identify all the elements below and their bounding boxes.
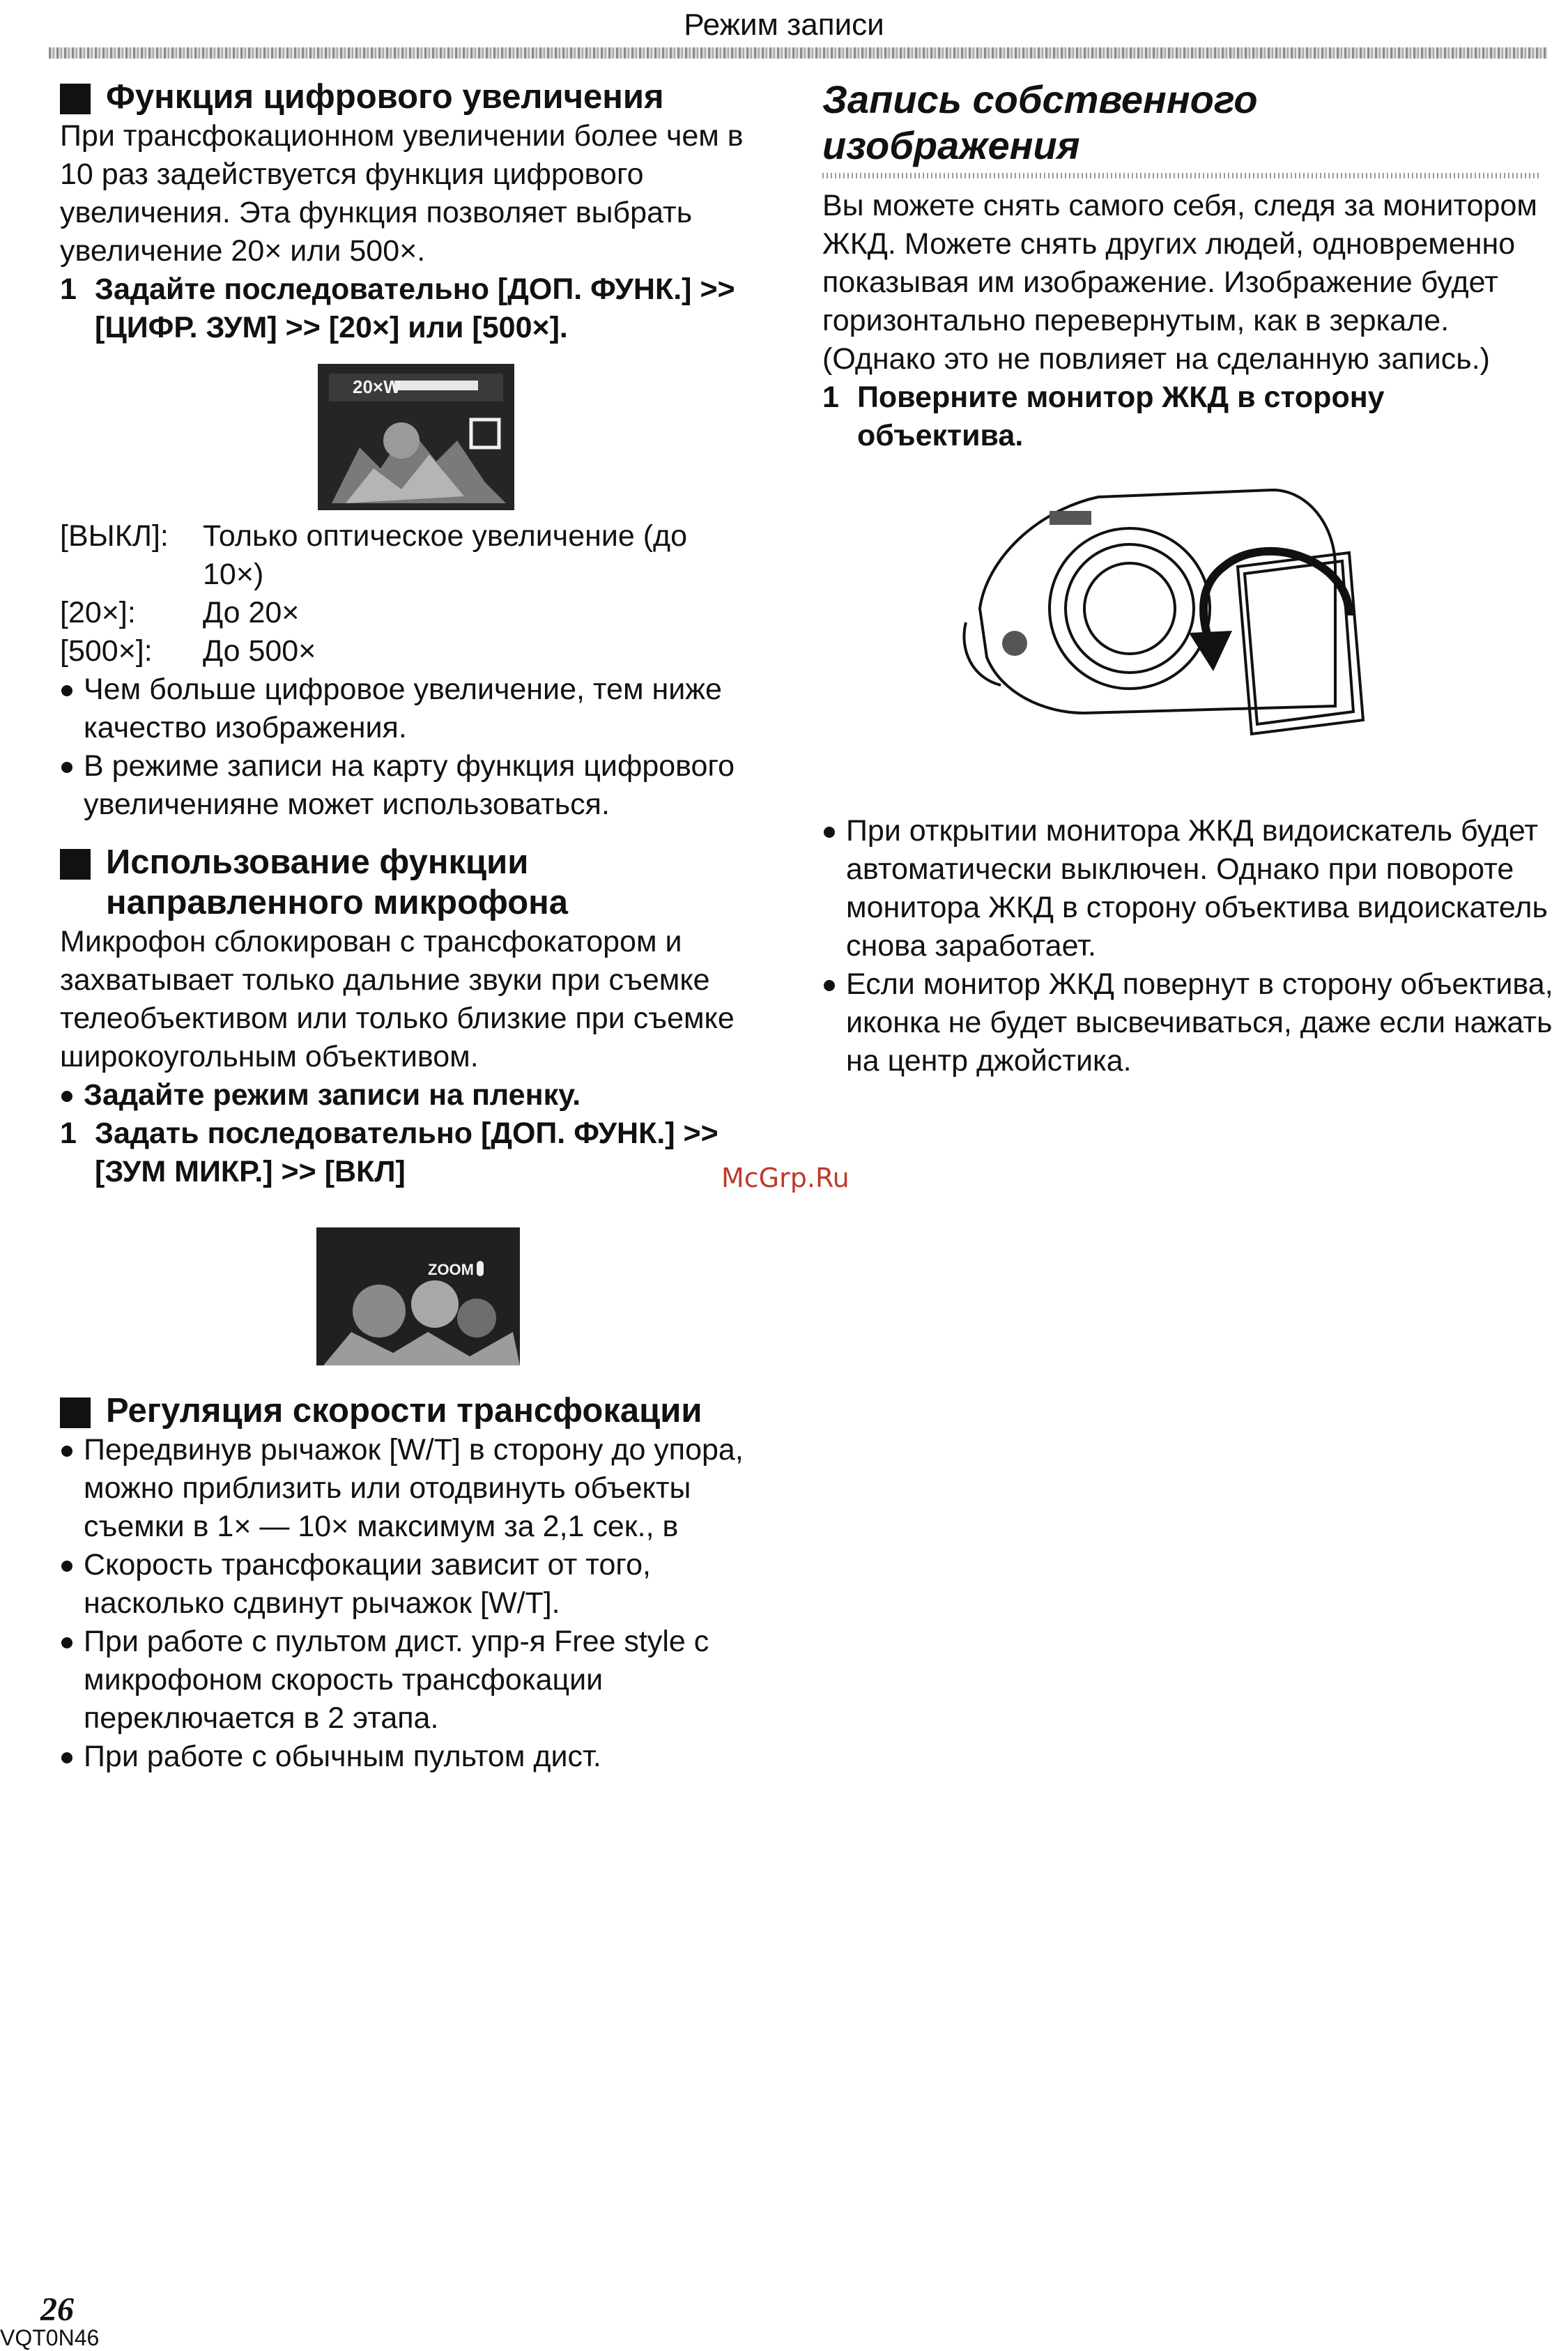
bullet-icon	[61, 1637, 72, 1648]
camcorder-rotating-lcd-drawing	[959, 483, 1384, 762]
list-item: При работе с обычным пультом дист.	[60, 1738, 781, 1776]
zoom-indicator-label: 20×W	[353, 376, 401, 397]
list-item: Чем больше цифровое увеличение, тем ниже качество изображения.	[60, 671, 767, 747]
page-number: 26	[40, 2291, 74, 2328]
rotate-monitor-step	[822, 378, 1540, 455]
bullet-icon	[824, 980, 835, 991]
section-zoom-speed-heading: Регуляция скорости трансфокации	[60, 1391, 785, 1431]
step-text: Задайте последовательно [ДОП. ФУНК.] >> [ЦИФР. ЗУМ] >> [20×] или [500×].	[95, 273, 735, 344]
zoom-options-list	[60, 517, 785, 671]
zoom-mic-screen-image	[316, 1227, 520, 1365]
lcd-screenshot-illustration	[318, 364, 514, 510]
section-marker-icon	[60, 1397, 91, 1428]
bullet-icon	[61, 1446, 72, 1457]
bullet-icon	[61, 1561, 72, 1572]
directional-mic-step	[60, 1115, 792, 1191]
step-number: 1	[822, 381, 839, 414]
list-item: Скорость трансфокации зависит от того, насколько сдвинут рычажок [W/T].	[60, 1546, 781, 1623]
zoom-option-500x: [500×]: До 500×	[60, 634, 316, 668]
digital-zoom-screen-image	[318, 364, 514, 510]
digital-zoom-step	[60, 270, 820, 347]
section-directional-mic-heading: Использование функции направленного микрофона	[60, 842, 785, 923]
heading-rule	[822, 173, 1540, 178]
directional-mic-description: Микрофон сблокирован с трансфокатором и захватывает только дальние звуки при съемке телеобъективом или только близкие при съемке широкоугольным объективом.	[60, 925, 735, 1073]
left-column	[60, 77, 785, 1776]
section-marker-icon	[60, 84, 91, 114]
step-number: 1	[60, 273, 77, 306]
header-rule	[49, 47, 1547, 59]
bullet-icon	[61, 1091, 72, 1102]
list-item: При работе с пультом дист. упр-я Free style с микрофоном скорость трансфокации переключается в 2 этапа.	[60, 1623, 808, 1738]
step-number: 1	[60, 1117, 77, 1150]
zoom-option-20x: [20×]: До 20×	[60, 596, 300, 629]
bullet-icon	[61, 1752, 72, 1763]
step-text: Задать последовательно [ДОП. ФУНК.] >> [ЗУМ МИКР.] >> [ВКЛ]	[95, 1117, 718, 1188]
right-column	[822, 77, 1553, 1080]
section-digital-zoom-heading: Функция цифрового увеличения	[60, 77, 785, 117]
page-header-title: Режим записи	[684, 8, 884, 42]
camcorder-illustration	[959, 483, 1384, 762]
zoom-option-off: [ВЫКЛ]: Только оптическое увеличение (до 10×)	[60, 519, 688, 591]
bullet-icon	[61, 685, 72, 696]
zoom-mic-indicator-label: ZOOM	[428, 1261, 474, 1278]
bullet-icon	[824, 827, 835, 838]
lcd-screenshot-illustration	[316, 1227, 520, 1365]
list-item: Передвинув рычажок [W/T] в сторону до упора, можно приблизить или отодвинуть объекты съемки в 1× — 10× максимум за 2,1 сек., в	[60, 1431, 781, 1546]
list-item: В режиме записи на карту функция цифрового увеличенияне может использоваться.	[60, 747, 767, 824]
section-marker-icon	[60, 849, 91, 880]
self-recording-heading: Запись собственного изображения	[822, 77, 1258, 167]
step-text: Поверните монитор ЖКД в сторону объектива.	[857, 381, 1385, 452]
self-recording-description: Вы можете снять самого себя, следя за монитором ЖКД. Можете снять других людей, одновременно показывая им изображение. Изображение будет горизонтально перевернутым, как в зеркале. (Однако это не повлияет на сделанную запись.)	[822, 189, 1537, 376]
list-item: Если монитор ЖКД повернут в сторону объектива, иконка не будет высвечиваться, даже если нажать на центр джойстика.	[822, 965, 1564, 1080]
list-item: При открытии монитора ЖКД видоискатель будет автоматически выключен. Однако при повороте монитора ЖКД в сторону объектива видоискатель снова заработает.	[822, 812, 1564, 965]
digital-zoom-description: При трансфокационном увеличении более чем в 10 раз задействуется функция цифрового увеличения. Эта функция позволяет выбрать увеличение 20× или 500×.	[60, 119, 744, 268]
list-item: Задайте режим записи на пленку.	[60, 1076, 785, 1115]
watermark: McGrp.Ru	[721, 1163, 850, 1193]
bullet-icon	[61, 762, 72, 773]
document-code: VQT0N46	[0, 2325, 100, 2350]
